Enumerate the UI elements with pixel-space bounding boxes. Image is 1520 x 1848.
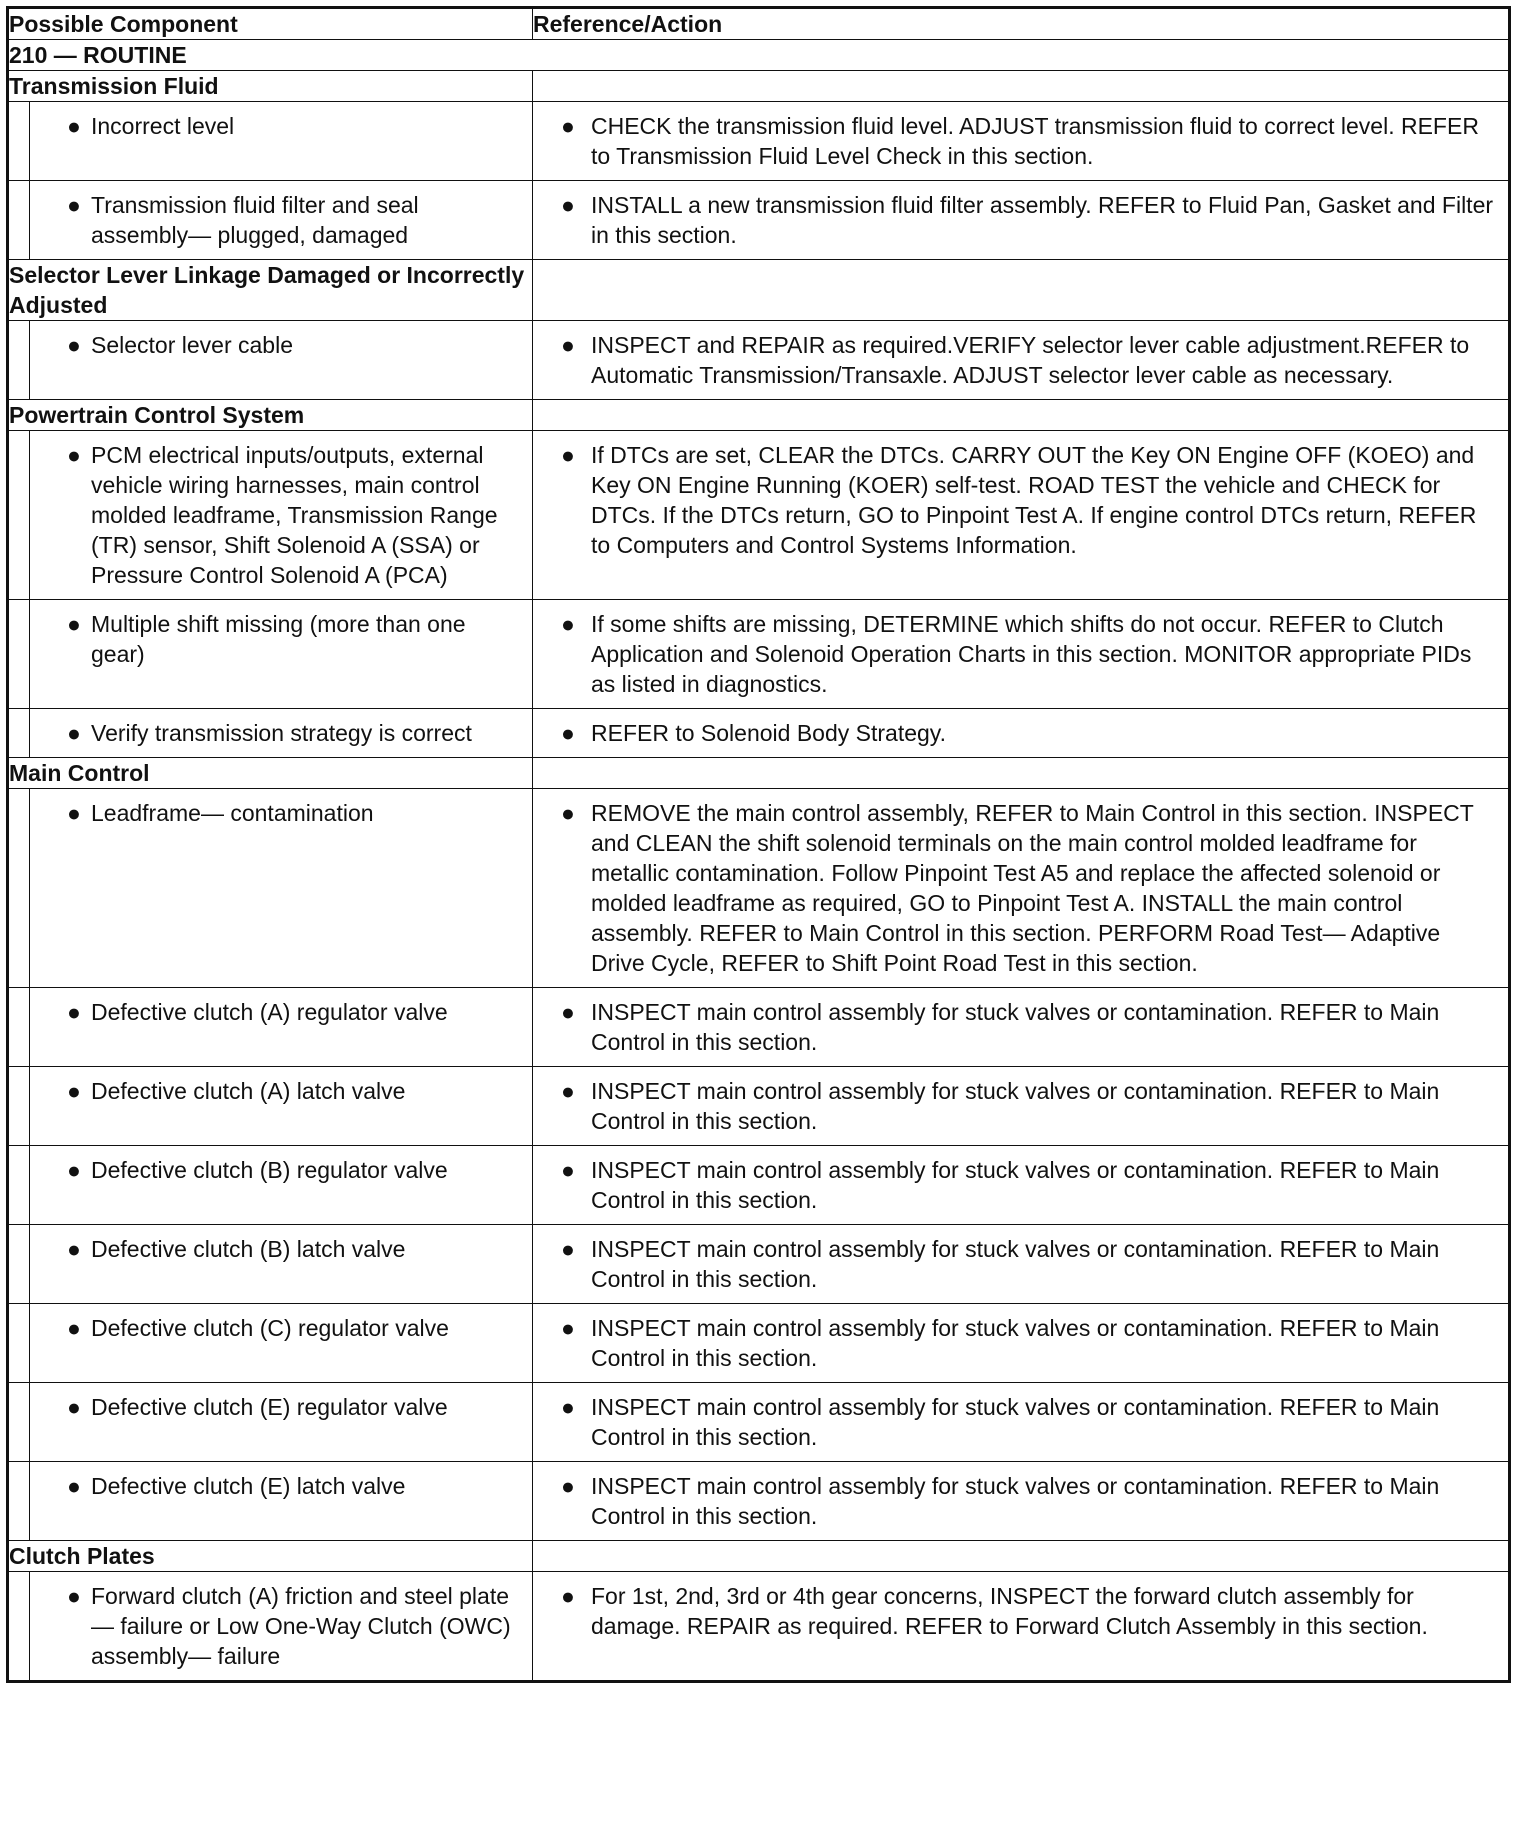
section-blank-cell	[533, 758, 1510, 789]
component-text: Defective clutch (B) regulator valve	[91, 1157, 448, 1183]
component-cell	[8, 789, 533, 988]
action-text: If DTCs are set, CLEAR the DTCs. CARRY OUT the Key ON Engine OFF (KOEO) and Key ON Engine Running (KOER) self-test. ROAD TEST the vehicle and CHECK for DTCs. If the DTCs return, GO to Pinpoint Test A. If engine control DTCs return, REFER to Computers and Control Systems Information.	[591, 442, 1477, 558]
table-row	[8, 431, 1510, 600]
section-row	[8, 400, 1510, 431]
component-cell	[8, 1225, 533, 1304]
table-row	[8, 1462, 1510, 1541]
bullet-icon: ●	[67, 1583, 81, 1609]
component-text: Forward clutch (A) friction and steel plate— failure or Low One-Way Clutch (OWC) assembly— failure	[91, 1583, 511, 1669]
component-text: Verify transmission strategy is correct	[91, 720, 472, 746]
action-cell	[533, 600, 1510, 709]
bullet-icon: ●	[561, 1078, 575, 1104]
component-item	[9, 1146, 532, 1194]
bullet-icon: ●	[561, 1236, 575, 1262]
column-header-action: Reference/Action	[533, 8, 1510, 40]
action-cell	[533, 1572, 1510, 1682]
section-title: Selector Lever Linkage Damaged or Incorrectly Adjusted	[8, 260, 533, 321]
action-item	[533, 181, 1508, 259]
component-item	[9, 321, 532, 369]
action-cell	[533, 102, 1510, 181]
component-cell	[8, 102, 533, 181]
header-row	[8, 8, 1510, 40]
section-blank-cell	[533, 1541, 1510, 1572]
component-text: Defective clutch (A) latch valve	[91, 1078, 406, 1104]
bullet-icon: ●	[561, 192, 575, 218]
bullet-icon: ●	[67, 1473, 81, 1499]
action-cell	[533, 709, 1510, 758]
component-item	[9, 1225, 532, 1273]
action-item	[533, 1572, 1508, 1650]
section-blank-cell	[533, 260, 1510, 321]
table-row	[8, 789, 1510, 988]
table-row	[8, 600, 1510, 709]
component-cell	[8, 1304, 533, 1383]
table-row	[8, 1383, 1510, 1462]
table-row	[8, 181, 1510, 260]
component-text: Defective clutch (E) latch valve	[91, 1473, 406, 1499]
bullet-icon: ●	[67, 1078, 81, 1104]
bullet-icon: ●	[67, 442, 81, 468]
action-item	[533, 1304, 1508, 1382]
action-item	[533, 789, 1508, 987]
component-item	[9, 789, 532, 837]
routine-row	[8, 40, 1510, 71]
bullet-icon: ●	[561, 442, 575, 468]
action-text: INSPECT main control assembly for stuck valves or contamination. REFER to Main Control in this section.	[591, 1078, 1440, 1134]
section-title: Powertrain Control System	[8, 400, 533, 431]
action-text: INSPECT main control assembly for stuck valves or contamination. REFER to Main Control in this section.	[591, 999, 1440, 1055]
component-item	[9, 988, 532, 1036]
bullet-icon: ●	[561, 1157, 575, 1183]
action-text: INSPECT main control assembly for stuck valves or contamination. REFER to Main Control in this section.	[591, 1394, 1440, 1450]
action-text: For 1st, 2nd, 3rd or 4th gear concerns, INSPECT the forward clutch assembly for damage. REPAIR as required. REFER to Forward Clutch Assembly in this section.	[591, 1583, 1428, 1639]
component-text: Defective clutch (A) regulator valve	[91, 999, 448, 1025]
column-header-component: Possible Component	[8, 8, 533, 40]
action-cell	[533, 1146, 1510, 1225]
bullet-icon: ●	[561, 1473, 575, 1499]
action-text: CHECK the transmission fluid level. ADJUST transmission fluid to correct level. REFER to Transmission Fluid Level Check in this section.	[591, 113, 1479, 169]
action-item	[533, 321, 1508, 399]
action-text: INSPECT main control assembly for stuck valves or contamination. REFER to Main Control in this section.	[591, 1315, 1440, 1371]
component-item	[9, 1067, 532, 1115]
bullet-icon: ●	[67, 611, 81, 637]
action-text: INSPECT and REPAIR as required.VERIFY selector lever cable adjustment.REFER to Automatic Transmission/Transaxle. ADJUST selector lever cable as necessary.	[591, 332, 1470, 388]
action-item	[533, 600, 1508, 708]
symptom-chart-table	[6, 6, 1511, 1683]
component-item	[9, 709, 532, 757]
bullet-icon: ●	[67, 113, 81, 139]
component-cell	[8, 1462, 533, 1541]
component-item	[9, 1462, 532, 1510]
action-text: INSPECT main control assembly for stuck valves or contamination. REFER to Main Control in this section.	[591, 1473, 1440, 1529]
table-row	[8, 102, 1510, 181]
action-item	[533, 709, 1508, 757]
bullet-icon: ●	[561, 720, 575, 746]
component-text: Selector lever cable	[91, 332, 293, 358]
action-cell	[533, 1225, 1510, 1304]
component-text: Transmission fluid filter and seal assembly— plugged, damaged	[91, 192, 419, 248]
section-blank-cell	[533, 71, 1510, 102]
table-row	[8, 1572, 1510, 1682]
bullet-icon: ●	[561, 332, 575, 358]
action-text: INSTALL a new transmission fluid filter assembly. REFER to Fluid Pan, Gasket and Filter in this section.	[591, 192, 1494, 248]
table-row	[8, 988, 1510, 1067]
chart-body	[8, 40, 1510, 1682]
action-cell	[533, 321, 1510, 400]
action-cell	[533, 1304, 1510, 1383]
component-item	[9, 1304, 532, 1352]
section-title: Clutch Plates	[8, 1541, 533, 1572]
component-text: Multiple shift missing (more than one gear)	[91, 611, 466, 667]
bullet-icon: ●	[561, 1315, 575, 1341]
bullet-icon: ●	[67, 1236, 81, 1262]
table-row	[8, 1067, 1510, 1146]
bullet-icon: ●	[561, 611, 575, 637]
table-row	[8, 321, 1510, 400]
action-cell	[533, 1383, 1510, 1462]
component-item	[9, 431, 532, 599]
section-row	[8, 1541, 1510, 1572]
component-cell	[8, 600, 533, 709]
component-cell	[8, 321, 533, 400]
bullet-icon: ●	[561, 113, 575, 139]
component-text: Defective clutch (C) regulator valve	[91, 1315, 449, 1341]
section-title: Main Control	[8, 758, 533, 789]
component-cell	[8, 988, 533, 1067]
section-row	[8, 260, 1510, 321]
action-cell	[533, 988, 1510, 1067]
bullet-icon: ●	[561, 800, 575, 826]
diagnostic-page	[6, 6, 1508, 1683]
component-item	[9, 1572, 532, 1680]
bullet-icon: ●	[67, 1157, 81, 1183]
action-item	[533, 1383, 1508, 1461]
component-cell	[8, 1146, 533, 1225]
section-row	[8, 71, 1510, 102]
component-cell	[8, 709, 533, 758]
routine-label: 210 — ROUTINE	[8, 40, 1510, 71]
action-cell	[533, 1067, 1510, 1146]
component-cell	[8, 1572, 533, 1682]
component-text: PCM electrical inputs/outputs, external vehicle wiring harnesses, main control molded leadframe, Transmission Range (TR) sensor, Shift Solenoid A (SSA) or Pressure Control Solenoid A (PCA)	[91, 442, 498, 588]
action-text: REFER to Solenoid Body Strategy.	[591, 720, 946, 746]
action-item	[533, 988, 1508, 1066]
bullet-icon: ●	[67, 1315, 81, 1341]
bullet-icon: ●	[67, 999, 81, 1025]
bullet-icon: ●	[561, 1583, 575, 1609]
bullet-icon: ●	[67, 332, 81, 358]
component-item	[9, 600, 532, 678]
action-item	[533, 1067, 1508, 1145]
action-item	[533, 1225, 1508, 1303]
action-cell	[533, 1462, 1510, 1541]
component-text: Leadframe— contamination	[91, 800, 374, 826]
action-text: REMOVE the main control assembly, REFER to Main Control in this section. INSPECT and CLEAN the shift solenoid terminals on the main control molded leadframe for metallic contamination. Follow Pinpoint Test A5 and replace the affected solenoid or molded leadframe as required, GO to Pinpoint Test A. INSTALL the main control assembly. REFER to Main Control in this section. PERFORM Road Test— Adaptive Drive Cycle, REFER to Shift Point Road Test in this section.	[591, 800, 1474, 976]
table-row	[8, 1146, 1510, 1225]
component-item	[9, 102, 532, 150]
component-text: Defective clutch (E) regulator valve	[91, 1394, 448, 1420]
action-text: INSPECT main control assembly for stuck valves or contamination. REFER to Main Control in this section.	[591, 1236, 1440, 1292]
component-cell	[8, 1383, 533, 1462]
table-row	[8, 1304, 1510, 1383]
action-item	[533, 1462, 1508, 1540]
action-item	[533, 431, 1508, 569]
bullet-icon: ●	[67, 800, 81, 826]
action-item	[533, 102, 1508, 180]
action-cell	[533, 431, 1510, 600]
component-text: Incorrect level	[91, 113, 235, 139]
action-cell	[533, 789, 1510, 988]
action-text: If some shifts are missing, DETERMINE which shifts do not occur. REFER to Clutch Application and Solenoid Operation Charts in this section. MONITOR appropriate PIDs as listed in diagnostics.	[591, 611, 1472, 697]
bullet-icon: ●	[67, 720, 81, 746]
section-row	[8, 758, 1510, 789]
bullet-icon: ●	[561, 1394, 575, 1420]
component-item	[9, 181, 532, 259]
action-item	[533, 1146, 1508, 1224]
action-text: INSPECT main control assembly for stuck valves or contamination. REFER to Main Control in this section.	[591, 1157, 1440, 1213]
table-row	[8, 1225, 1510, 1304]
table-row	[8, 709, 1510, 758]
section-blank-cell	[533, 400, 1510, 431]
bullet-icon: ●	[67, 1394, 81, 1420]
component-item	[9, 1383, 532, 1431]
component-cell	[8, 1067, 533, 1146]
action-cell	[533, 181, 1510, 260]
section-title: Transmission Fluid	[8, 71, 533, 102]
bullet-icon: ●	[561, 999, 575, 1025]
component-text: Defective clutch (B) latch valve	[91, 1236, 406, 1262]
component-cell	[8, 181, 533, 260]
bullet-icon: ●	[67, 192, 81, 218]
component-cell	[8, 431, 533, 600]
